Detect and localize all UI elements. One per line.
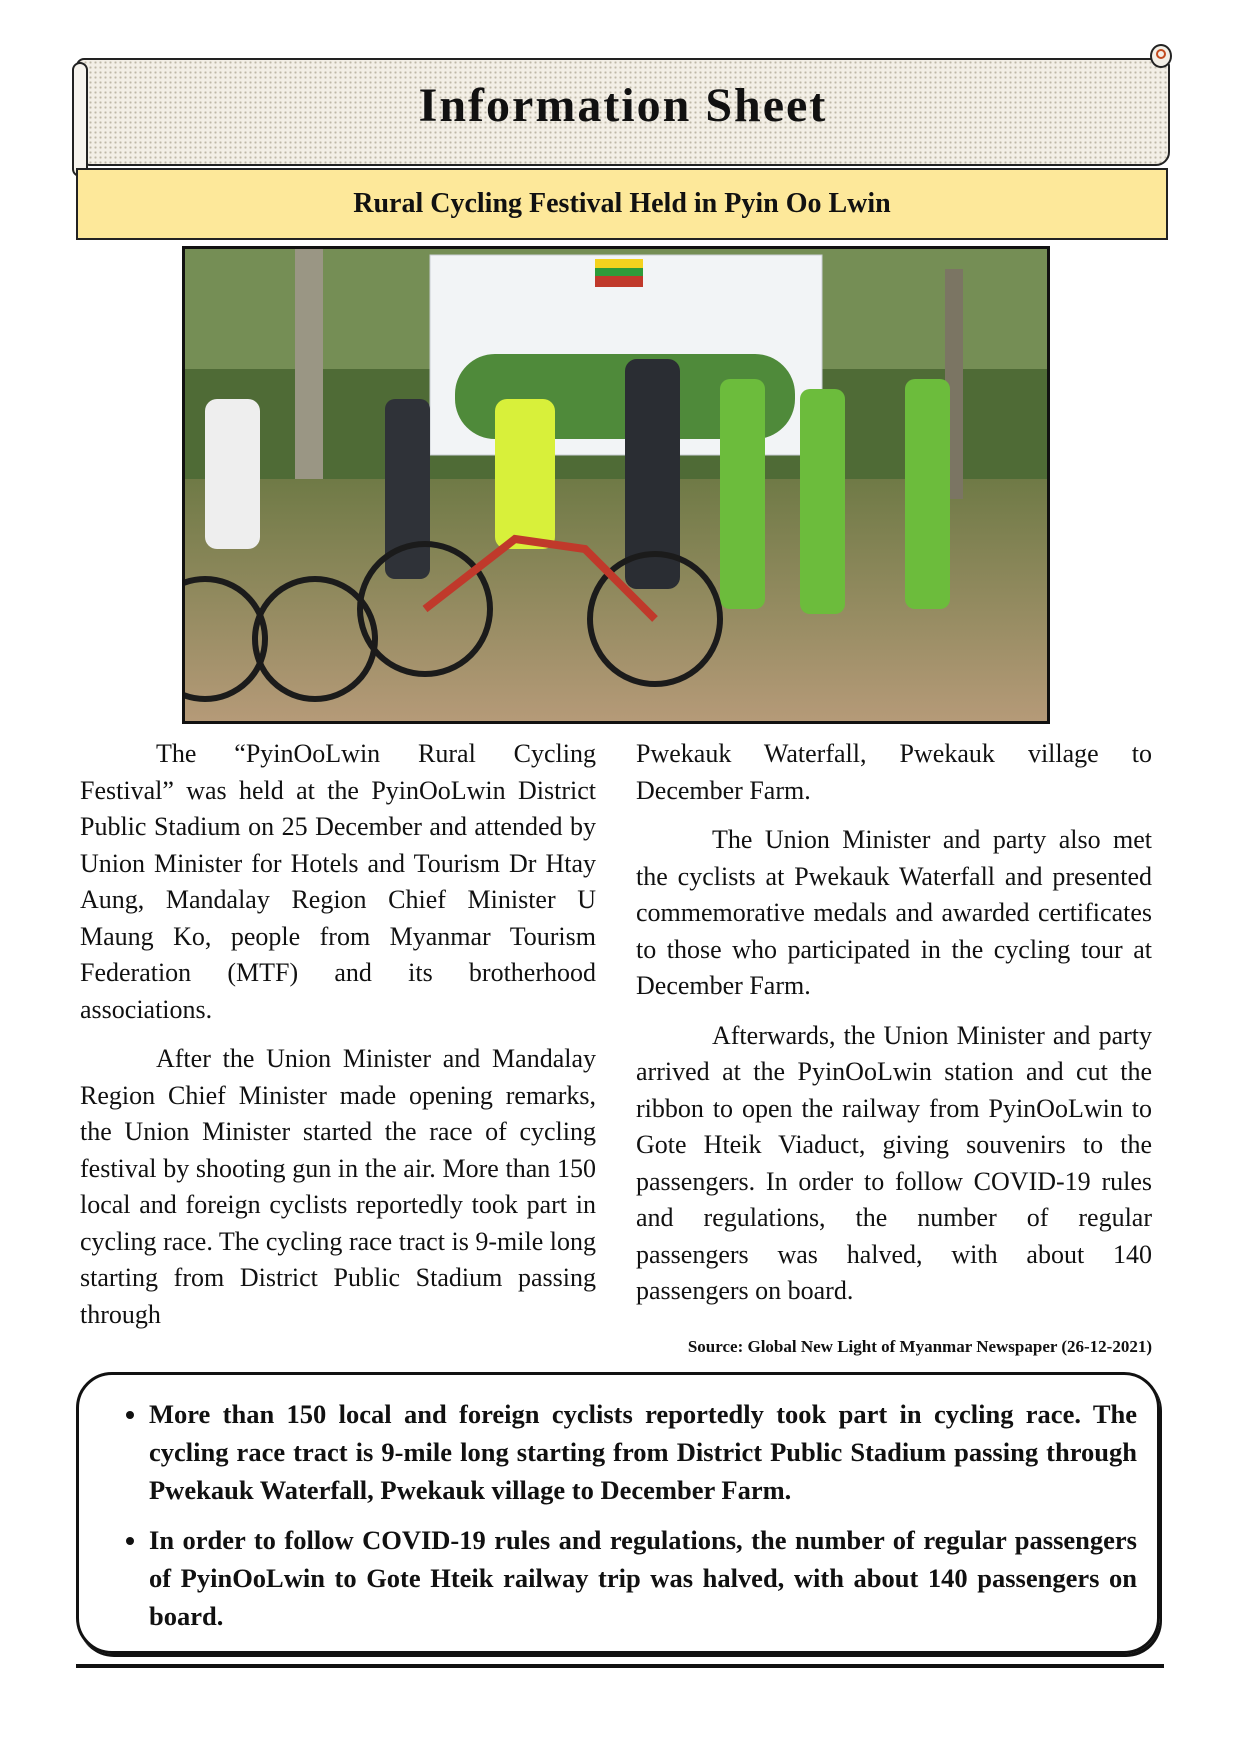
summary-bullet: • In order to follow COVID-19 rules and regulations, the number of regular passengers of PyinOoLwin to Gote Hteik railway trip was halved, with about 140 passengers on board. xyxy=(149,1521,1137,1635)
article-left-column xyxy=(80,736,596,1346)
photo-cyclist-yellow-jersey xyxy=(495,399,555,549)
article-paragraph: The “PyinOoLwin Rural Cycling Festival” was held at the PyinOoLwin District Public Stadium on 25 December and attended by Union Minister for Hotels and Tourism Dr Htay Aung, Mandalay Region Chief Minister U Maung Ko, people from Myanmar Tourism Federation (MTF) and its brotherhood associations. xyxy=(80,739,596,1024)
scroll-curl-right-inner xyxy=(1156,49,1166,59)
event-photo xyxy=(182,246,1050,724)
page-title: Information Sheet xyxy=(418,79,828,132)
photo-person-green-dress xyxy=(720,379,765,609)
photo-person-green-dress xyxy=(905,379,950,609)
photo-person-green-dress xyxy=(800,389,845,614)
article-headline-text: Rural Cycling Festival Held in Pyin Oo Lwin xyxy=(353,188,891,219)
summary-box xyxy=(76,1372,1160,1654)
article-right-column xyxy=(636,736,1152,1323)
article-paragraph: The Union Minister and party also met the cyclists at Pwekauk Waterfall and presented commemorative medals and awarded certificates to those who participated in the cycling tour at December Farm. xyxy=(636,825,1152,1000)
photo-cyclist-white-shirt xyxy=(205,399,260,549)
article-headline xyxy=(76,168,1168,240)
article-paragraph: Afterwards, the Union Minister and party arrived at the PyinOoLwin station and cut the ribbon to open the railway from PyinOoLwin to Gote Hteik Viaduct, giving souvenirs to the passengers. In order to follow COVID-19 rules and regulations, the number of regular passengers was halved, with about 140 passengers on board. xyxy=(636,1020,1152,1305)
bottom-divider xyxy=(76,1664,1164,1668)
summary-bullet: • More than 150 local and foreign cyclists reportedly took part in cycling race. The cycling race tract is 9-mile long starting from District Public Stadium passing through Pwekauk Waterfall, Pwekauk village to December Farm. xyxy=(149,1395,1137,1509)
article-paragraph: After the Union Minister and Mandalay Region Chief Minister made opening remarks, the Union Minister started the race of cycling festival by shooting gun in the air. More than 150 local and foreign cyclists reportedly took part in cycling race. The cycling race tract is 9-mile long starting from District Public Stadium passing through xyxy=(80,1044,596,1329)
article-paragraph-continued: Pwekauk Waterfall, Pwekauk village to December Farm. xyxy=(636,739,1152,805)
photo-illustration xyxy=(185,249,1047,721)
photo-flag-green xyxy=(595,268,643,276)
photo-tree-trunk xyxy=(295,249,323,479)
source-citation: Source: Global New Light of Myanmar Newspaper (26-12-2021) xyxy=(687,1337,1152,1356)
summary-list xyxy=(99,1395,1137,1635)
